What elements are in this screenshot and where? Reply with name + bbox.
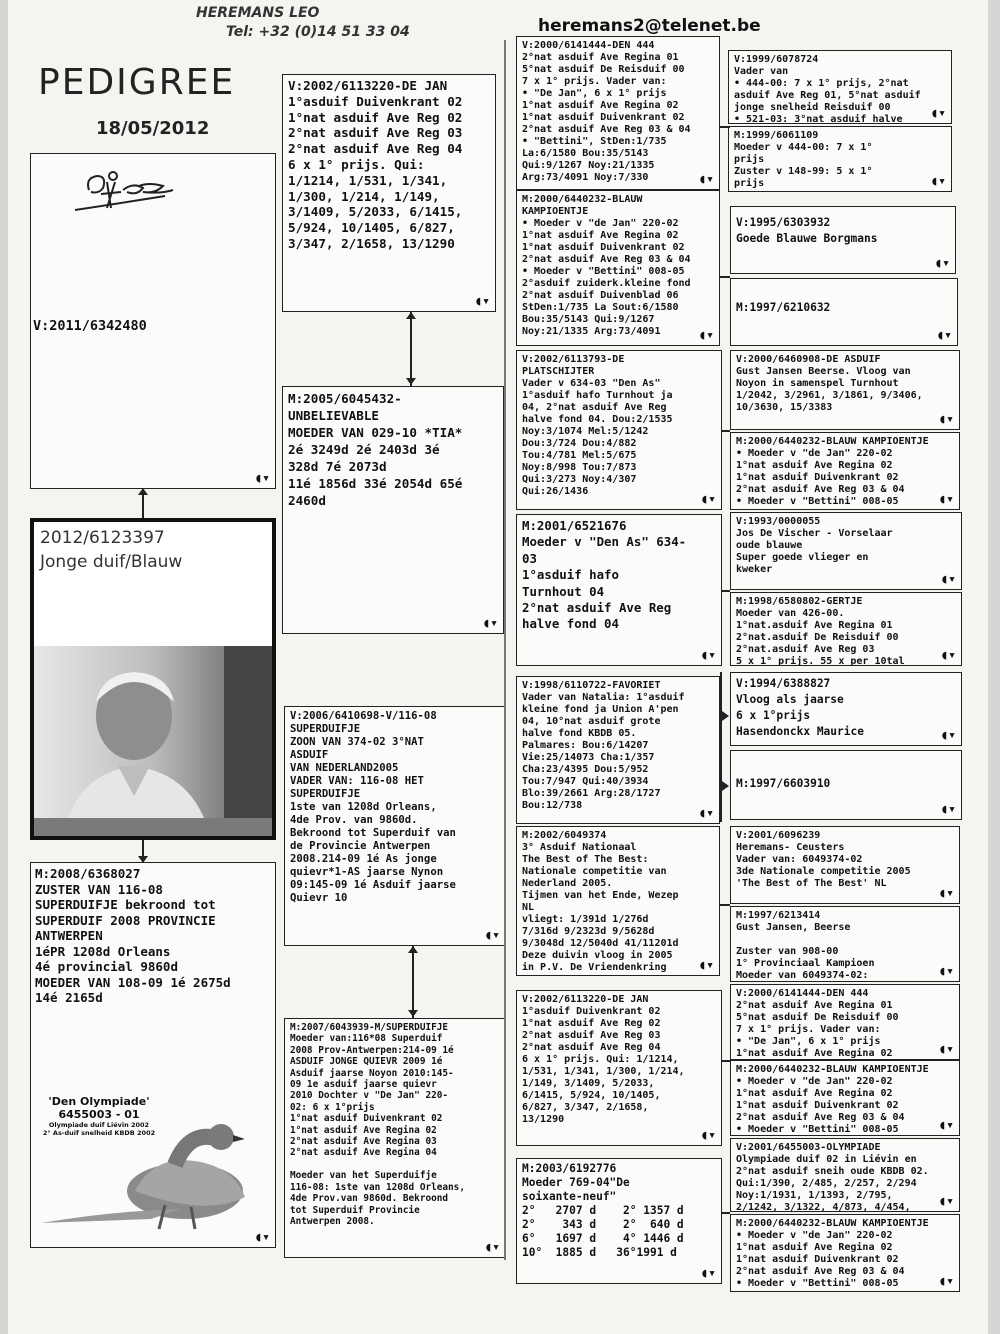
mark-icon: ◖▾ xyxy=(938,412,954,427)
gen3-box-5 xyxy=(516,676,720,824)
page-title: PEDIGREE xyxy=(38,62,236,103)
signature-image xyxy=(61,160,201,230)
mark-icon: ◖▾ xyxy=(938,1274,954,1289)
breeder-email: heremans2@telenet.be xyxy=(538,16,761,36)
arrow-right-icon xyxy=(722,781,729,791)
gen4-box-9 xyxy=(730,672,962,746)
connector-line xyxy=(720,904,730,906)
gen4-box-11 xyxy=(730,826,960,904)
mark-icon: ◖▾ xyxy=(940,802,956,817)
gen3-text-6: M:2002/6049374 3° Asduif Nationaal The Best of The Best: Nationale competitie van Nederland 2005. Tijmen van het Ende, Wezep NL vliegt: 1/391d 1/276d 7/316d 9/2323d 9/5628d 9/3048d 12/5040d 41/11201d Deze duivin vloog in 2005 in P.V. De Vriendenkring xyxy=(522,830,679,973)
mark-icon: ◖▾ xyxy=(482,616,498,631)
mark-icon: ◖▾ xyxy=(698,172,714,187)
olympiade-name: 'Den Olympiade' xyxy=(48,1095,150,1108)
mark-icon: ◖▾ xyxy=(940,572,956,587)
subject-ring: 2012/6123397 xyxy=(40,528,165,548)
mark-icon: ◖▾ xyxy=(700,648,716,663)
sire-sire-text: V:2002/6113220-DE JAN 1°asduif Duivenkrant 02 1°nat asduif Ave Reg 02 2°nat asduif Ave Reg 03 2°nat asduif Ave Reg 04 6 x 1° prijs. Qui: 1/1214, 1/531, 1/341, 1/300, 1/214, 1/149, 3/1409, 5/2033, 6/1415, 5/924, 10/1405, 6/827, 3/347, 2/1658, 13/1290 xyxy=(288,78,463,251)
sire-dam-box xyxy=(282,386,504,634)
connector-line xyxy=(720,126,730,128)
mark-icon: ◖▾ xyxy=(930,106,946,121)
gen4-box-16 xyxy=(730,1214,960,1292)
gen4-text-6: M:2000/6440232-BLAUW KAMPIOENTJE • Moeder v "de Jan" 220-02 1°nat asduif Ave Regina 02 1°nat asduif Duivenkrant 02 2°nat asduif Ave Reg 03 & 04 • Moeder v "Bettini" 008-05 xyxy=(736,436,929,507)
gen4-box-13 xyxy=(730,984,960,1060)
sire-text: V:2011/6342480 xyxy=(33,318,147,334)
gen4-box-1 xyxy=(728,50,952,124)
olympiade-ring: 6455003 - 01 xyxy=(58,1108,140,1121)
gen3-box-1 xyxy=(516,36,720,190)
arrow-right-icon xyxy=(722,711,729,721)
mark-icon: ◖▾ xyxy=(938,964,954,979)
gen4-text-12: M:1997/6213414 Gust Jansen, Beerse Zuster van 908-00 1° Provinciaal Kampioen Moeder van 6049374-02: xyxy=(736,910,875,981)
mark-icon: ◖▾ xyxy=(254,1230,270,1245)
mark-icon: ◖▾ xyxy=(938,492,954,507)
arrow-up-icon xyxy=(406,312,416,319)
mark-icon: ◖▾ xyxy=(484,1240,500,1255)
mark-icon: ◖▾ xyxy=(940,648,956,663)
arrow-down-icon xyxy=(138,856,148,863)
dam-text: M:2008/6368027 ZUSTER VAN 116-08 SUPERDUIFJE bekroond tot SUPERDUIF 2008 PROVINCIE ANTWERPEN 1éPR 1208d Orleans 4é provincial 9860d MOEDER VAN 108-09 1é 2675d 14é 2165d xyxy=(35,866,231,1005)
gen4-text-16: M:2000/6440232-BLAUW KAMPIOENTJE • Moeder v "de Jan" 220-02 1°nat asduif Ave Regina 02 1°nat asduif Duivenkrant 02 2°nat asduif Ave Reg 03 & 04 • Moeder v "Bettini" 008-05 xyxy=(736,1218,929,1289)
gen4-box-14 xyxy=(730,1060,960,1136)
gen4-text-7: V:1993/0000055 Jos De Vischer - Vorselaar oude blauwe Super goede vlieger en kweker xyxy=(736,516,893,575)
breeder-photo xyxy=(34,646,272,836)
olympiade-line1: Olympiade duif Liévin 2002 xyxy=(48,1121,150,1129)
gen4-text-14: M:2000/6440232-BLAUW KAMPIOENTJE • Moeder v "de Jan" 220-02 1°nat asduif Ave Regina 02 1°nat asduif Duivenkrant 02 2°nat asduif Ave Reg 03 & 04 • Moeder v "Bettini" 008-05 xyxy=(736,1064,929,1135)
gen4-box-6 xyxy=(730,432,960,510)
mark-icon: ◖▾ xyxy=(698,328,714,343)
gen3-box-4 xyxy=(516,514,722,666)
gen4-box-15 xyxy=(730,1138,960,1212)
mark-icon: ◖▾ xyxy=(934,256,950,271)
arrow-down-icon xyxy=(408,1010,418,1017)
sire-sire-box xyxy=(282,74,496,312)
mark-icon: ◖▾ xyxy=(254,471,270,486)
gen3-box-6 xyxy=(516,826,720,976)
connector-line xyxy=(720,276,730,278)
gen3-text-5: V:1998/6110722-FAVORIET Vader van Natalia: 1°asduif kleine fond ja Union A'pen 04, 10°nat asduif grote halve fond KBDB 05. Palmares: Bou:6/14207 Vie:25/14073 Cha:1/357 Cha:23/4395 Dou:5/952 Tou:7/947 Qui:40/3934 Blo:39/2661 Arg:28/1727 Bou:12/738 xyxy=(522,680,685,811)
gen4-text-9: V:1994/6388827 Vloog als jaarse 6 x 1°prijs Hasendonckx Maurice xyxy=(736,677,864,738)
gen3-text-4: M:2001/6521676 Moeder v "Den As" 634- 03 1°asduif hafo Turnhout 04 2°nat asduif Ave Reg halve fond 04 xyxy=(522,518,687,632)
pedigree-date: 18/05/2012 xyxy=(96,118,210,139)
subject-desc: Jonge duif/Blauw xyxy=(40,552,183,572)
sire-dam-text: M:2005/6045432- UNBELIEVABLE MOEDER VAN 029-10 *TIA* 2é 3249d 2é 2403d 3é 328d 7é 2073d 11é 1856d 33é 2054d 65é 2460d xyxy=(288,391,463,508)
gen4-box-3 xyxy=(730,206,956,274)
gen4-box-5 xyxy=(730,350,960,430)
gen4-text-10: M:1997/6603910 xyxy=(736,777,831,790)
connector-line xyxy=(722,1212,730,1214)
gen4-box-4 xyxy=(730,278,958,346)
connector-line xyxy=(410,312,412,386)
gen4-text-11: V:2001/6096239 Heremans- Ceusters Vader van: 6049374-02 3de Nationale competitie 2005 'The Best of The Best' NL xyxy=(736,830,911,889)
mark-icon: ◖▾ xyxy=(484,928,500,943)
mark-icon: ◖▾ xyxy=(938,1118,954,1133)
gen4-text-8: M:1998/6580802-GERTJE Moeder van 426-00. 1°nat.asduif Ave Regina 01 2°nat.asduif De Reisduif 00 2°nat.asduif Ave Reg 03 5 x 1° prijs. 55 x per 10tal xyxy=(736,596,905,666)
gen4-text-2: M:1999/6061109 Moeder v 444-00: 7 x 1° prijs Zuster v 148-99: 5 x 1° prijs xyxy=(734,130,873,189)
gen3-box-3 xyxy=(516,350,722,510)
dam-sire-box xyxy=(284,706,506,946)
mark-icon: ◖▾ xyxy=(698,806,714,821)
mark-icon: ◖▾ xyxy=(938,1042,954,1057)
subject-box xyxy=(30,518,276,840)
gen4-box-2 xyxy=(728,126,952,192)
mark-icon: ◖▾ xyxy=(930,174,946,189)
gen4-box-8 xyxy=(730,592,962,666)
mark-icon: ◖▾ xyxy=(700,492,716,507)
gen4-text-4: M:1997/6210632 xyxy=(736,301,831,314)
mark-icon: ◖▾ xyxy=(700,1128,716,1143)
breeder-phone: Tel: +32 (0)14 51 33 04 xyxy=(226,24,410,40)
gen3-text-3: V:2002/6113793-DE PLATSCHIJTER Vader v 634-03 "Den As" 1°asduif hafo Turnhout ja 04, 2°nat asduif Ave Reg halve fond 04. Dou:2/1535 Noy:3/1074 Mel:5/1242 Dou:3/724 Dou:4/882 Tou:4/781 Mel:5/675 Noy:8/998 Tou:7/873 Qui:3/273 Noy:4/307 Qui:26/1436 xyxy=(522,354,673,497)
gen3-text-7: V:2002/6113220-DE JAN 1°asduif Duivenkrant 02 1°nat asduif Ave Reg 02 2°nat asduif Ave Reg 03 2°nat asduif Ave Reg 04 6 x 1° prijs. Qui: 1/1214, 1/531, 1/341, 1/300, 1/214, 1/149, 3/1409, 5/2033, 6/1415, 5/924, 10/1405, 6/827, 3/347, 2/1658, 13/1290 xyxy=(522,994,685,1125)
connector-line xyxy=(412,946,414,1018)
mark-icon: ◖▾ xyxy=(700,1266,716,1281)
mark-icon: ◖▾ xyxy=(938,886,954,901)
sire-box xyxy=(30,153,276,489)
pigeon-image xyxy=(35,1095,265,1235)
gen3-box-2 xyxy=(516,190,720,346)
arrow-up-icon xyxy=(138,488,148,495)
gen4-box-12 xyxy=(730,906,960,982)
dam-dam-text: M:2007/6043939-M/SUPERDUIFJE Moeder van:116*08 Superduif 2008 Prov-Antwerpen:214-09 1é ASDUIF JONGE QUIEVR 2009 1é Asduif jaarse Noyon 2010:145- 09 1e asduif jaarse quievr 2010 Dochter v "De Jan" 220- 02: 6 x 1°prijs 1°nat asduif Duivenkrant 02 1°nat asduif Ave Regina 02 2°nat asduif Ave Regina 03 2°nat asduif Ave Regina 04 Moeder van het Superduifje 116-08: 1ste van 1208d Orleans, 4de Prov.van 9860d. Bekroond tot Superduif Provincie Antwerpen 2008. xyxy=(290,1022,465,1227)
connector-line xyxy=(722,430,730,432)
gen4-text-5: V:2000/6460908-DE ASDUIF Gust Jansen Beerse. Vloog van Noyon in samenspel Turnhout 1/2042, 3/2961, 3/1861, 9/3406, 10/3630, 15/3383 xyxy=(736,354,923,413)
gen4-box-10 xyxy=(730,750,962,820)
gen3-text-8: M:2003/6192776 Moeder 769-04"De soixante-neuf" 2° 2707 d 2° 1357 d 2° 343 d 2° 640 d 6° 1697 d 4° 1446 d 10° 1885 d 36°1991 d xyxy=(522,1162,684,1259)
mark-icon: ◖▾ xyxy=(936,328,952,343)
olympiade-line2: 2° As-duif snelheid KBDB 2002 xyxy=(42,1129,156,1137)
mark-icon: ◖▾ xyxy=(938,1194,954,1209)
connector-line xyxy=(722,590,730,592)
dam-box xyxy=(30,862,276,1248)
connector-line xyxy=(722,1060,730,1062)
connector-line xyxy=(720,672,722,822)
gen4-text-13: V:2000/6141444-DEN 444 2°nat asduif Ave Regina 01 5°nat asduif De Reisduif 00 7 x 1° prijs. Vader van: • "De Jan", 6 x 1° prijs 1°nat asduif Ave Regina 02 xyxy=(736,988,899,1059)
gen4-text-1: V:1999/6078724 Vader van • 444-00: 7 x 1° prijs, 2°nat asduif Ave Reg 01, 5°nat asduif jonge snelheid Reisduif 00 • 521-03: 3°nat asduif halve xyxy=(734,54,921,124)
gen4-text-3: V:1995/6303932 Goede Blauwe Borgmans xyxy=(736,216,878,245)
gen3-box-7 xyxy=(516,990,722,1146)
mark-icon: ◖▾ xyxy=(940,728,956,743)
connector-line xyxy=(504,40,506,1260)
arrow-down-icon xyxy=(406,378,416,385)
mark-icon: ◖▾ xyxy=(698,958,714,973)
gen3-box-8 xyxy=(516,1158,722,1284)
dam-dam-box xyxy=(284,1018,506,1258)
mark-icon: ◖▾ xyxy=(474,294,490,309)
gen4-text-15: V:2001/6455003-OLYMPIADE Olympiade duif 02 in Liévin en 2°nat asduif sneih oude KBDB 02. Qui:1/390, 2/485, 2/257, 2/294 Noy:1/1931, 1/1393, 2/795, 2/1242, 3/1322, 4/873, 4/454, xyxy=(736,1142,929,1212)
gen3-text-2: M:2000/6440232-BLAUW KAMPIOENTJE • Moeder v "de Jan" 220-02 1°nat asduif Ave Regina 02 1°nat asduif Duivenkrant 02 2°nat asduif Ave Reg 03 & 04 • Moeder v "Bettini" 008-05 2°asduif zuiderk.kleine fond 2°nat asduif Duivenblad 06 StDen:1/735 La Sout:6/1580 Bou:35/5143 Qui:9/1267 Noy:21/1335 Arg:73/4091 xyxy=(522,194,691,337)
gen4-box-7 xyxy=(730,512,962,590)
breeder-name: HEREMANS LEO xyxy=(196,5,320,21)
dam-sire-text: V:2006/6410698-V/116-08 SUPERDUIFJE ZOON VAN 374-02 3°NAT ASDUIF VAN NEDERLAND2005 VADER VAN: 116-08 HET SUPERDUIFJE 1ste van 1208d Orleans, 4de Prov. van 9860d. Bekroond tot Superduif van de Provincie Antwerpen 2008.214-09 1é As jonge quievr*1-AS jaarse Nynon 09:145-09 1é Asduif jaarse Quievr 10 xyxy=(290,710,456,904)
gen3-text-1: V:2000/6141444-DEN 444 2°nat asduif Ave Regina 01 5°nat asduif De Reisduif 00 7 x 1° prijs. Vader van: • "De Jan", 6 x 1° prijs 1°nat asduif Ave Regina 02 1°nat asduif Duivenkrant 02 2°nat asduif Ave Reg 03 & 04 • "Bettini", StDen:1/735 La:6/1580 Bou:35/5143 Qui:9/1267 Noy:21/1335 Arg:73/4091 Noy:7/330 xyxy=(522,40,691,183)
arrow-up-icon xyxy=(408,946,418,953)
